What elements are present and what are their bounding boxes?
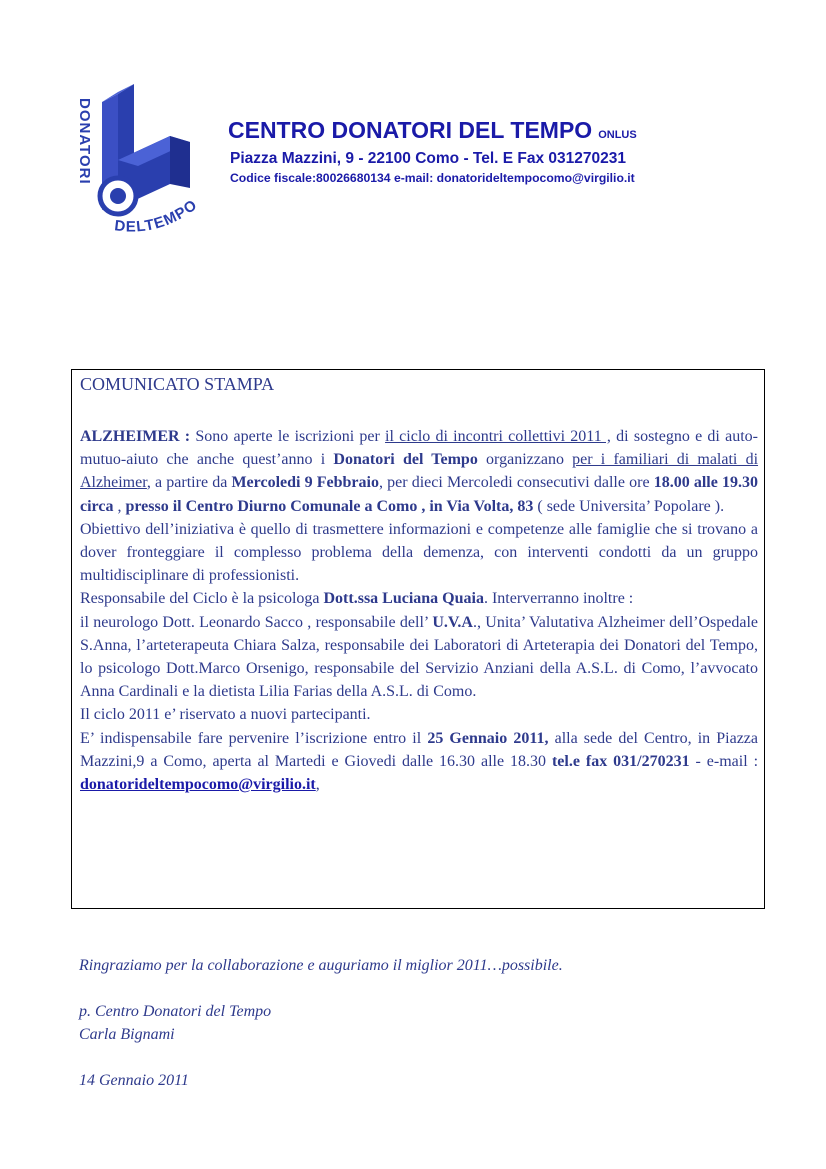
text-span: ( sede Universita’ Popolare ).	[533, 497, 725, 515]
paragraph-speakers	[80, 611, 758, 704]
start-date: Mercoledi 9 Febbraio	[231, 474, 379, 492]
phone-fax: tel.e fax 031/270231	[551, 752, 690, 770]
target-underlined: per i familiari di malati di Alzheimer	[80, 451, 759, 492]
organization-address: Piazza Mazzini, 9 - 22100 Como - Tel. E Fax 031270231	[230, 150, 627, 167]
paragraph-objective: Obiettivo dell’iniziativa è quello di trasmettere informazioni e competenze alle famiglie che si trovano a dover fronteggiare il complesso problema della demenza, con interventi condotti da un gruppo multidisciplinare di professionisti.	[80, 520, 758, 585]
responsible-name: Dott.ssa Luciana Quaia	[323, 590, 484, 608]
paragraph-responsible	[80, 587, 758, 610]
cycle-underlined: il ciclo di incontri collettivi 2011 ,	[385, 428, 611, 445]
time-range: 18.00 alle 19.30 circa	[80, 474, 758, 515]
text-span: Sono aperte le iscrizioni per	[190, 428, 386, 445]
org-bold: Donatori del Tempo	[333, 451, 478, 469]
text-span: Responsabile del Ciclo è la psicologa	[80, 590, 324, 608]
press-release-box	[71, 369, 765, 909]
text-span: di sostegno e di auto-mutuo-aiuto che anche quest’anno i	[80, 428, 758, 469]
press-release-title: COMUNICATO STAMPA	[80, 374, 275, 394]
deadline-date: 25 Gennaio 2011,	[427, 729, 549, 747]
text-span: il neurologo Dott. Leonardo Sacco , responsabile dell’	[80, 613, 433, 631]
organization-title: CENTRO DONATORI DEL TEMPO	[228, 117, 593, 143]
signature-org: p. Centro Donatori del Tempo	[79, 1003, 272, 1020]
paragraph-intro	[80, 425, 758, 518]
text-span: , a partire da	[146, 474, 232, 492]
topic-label: ALZHEIMER :	[80, 428, 191, 445]
text-span: - e-mail :	[689, 752, 759, 770]
text-span: , per dieci Mercoledi consecutivi dalle ore	[378, 474, 654, 492]
document-date: 14 Gennaio 2011	[79, 1072, 189, 1089]
email-link[interactable]: donatorideltempocomo@virgilio.it	[80, 776, 316, 794]
donatori-del-tempo-logo	[72, 80, 224, 242]
text-span: . Interverranno inoltre :	[483, 590, 634, 608]
onlus-label: ONLUS	[598, 129, 637, 141]
thanks-line: Ringraziamo per la collaborazione e auguriamo il miglior 2011…possibile.	[79, 957, 563, 974]
text-span: alla sede del Centro, in Piazza Mazzini,9 a Como, aperta al Martedi e Giovedi dalle 16.30 alle 18.30	[80, 729, 759, 770]
text-span: ,	[113, 497, 126, 515]
signer-name: Carla Bignami	[79, 1026, 175, 1043]
paragraph-participants: Il ciclo 2011 e’ riservato a nuovi partecipanti.	[80, 706, 371, 724]
organization-codes: Codice fiscale:80026680134 e-mail: donatorideltempocomo@virgilio.it	[230, 171, 635, 185]
text-span: ., Unita’ Valutativa Alzheimer dell’Ospedale S.Anna, l’arteterapeuta Chiara Salza, responsabile dei Laboratori di Arteterapia dei Donatori del Tempo, lo psicologo Dott.Marco Orsenigo, responsabile del Servizio Anziani della A.S.L. di Como, l’avvocato Anna Cardinali e la dietista Lilia Farias della A.S.L. di Como.	[80, 613, 758, 701]
press-release-body	[80, 425, 758, 796]
venue: presso il Centro Diurno Comunale a Como , in Via Volta, 83	[125, 497, 534, 515]
uva-bold: U.V.A	[432, 613, 473, 631]
text-span: E’ indispensabile fare pervenire l’iscrizione entro il	[80, 729, 428, 747]
logo-vertical-text: DONATORI	[76, 98, 93, 185]
text-span: organizzano	[477, 451, 573, 469]
paragraph-registration	[80, 727, 758, 797]
logo-arc-text: DELTEMPO	[113, 196, 201, 236]
text-span: ,	[315, 776, 320, 794]
organization-name	[228, 117, 637, 144]
